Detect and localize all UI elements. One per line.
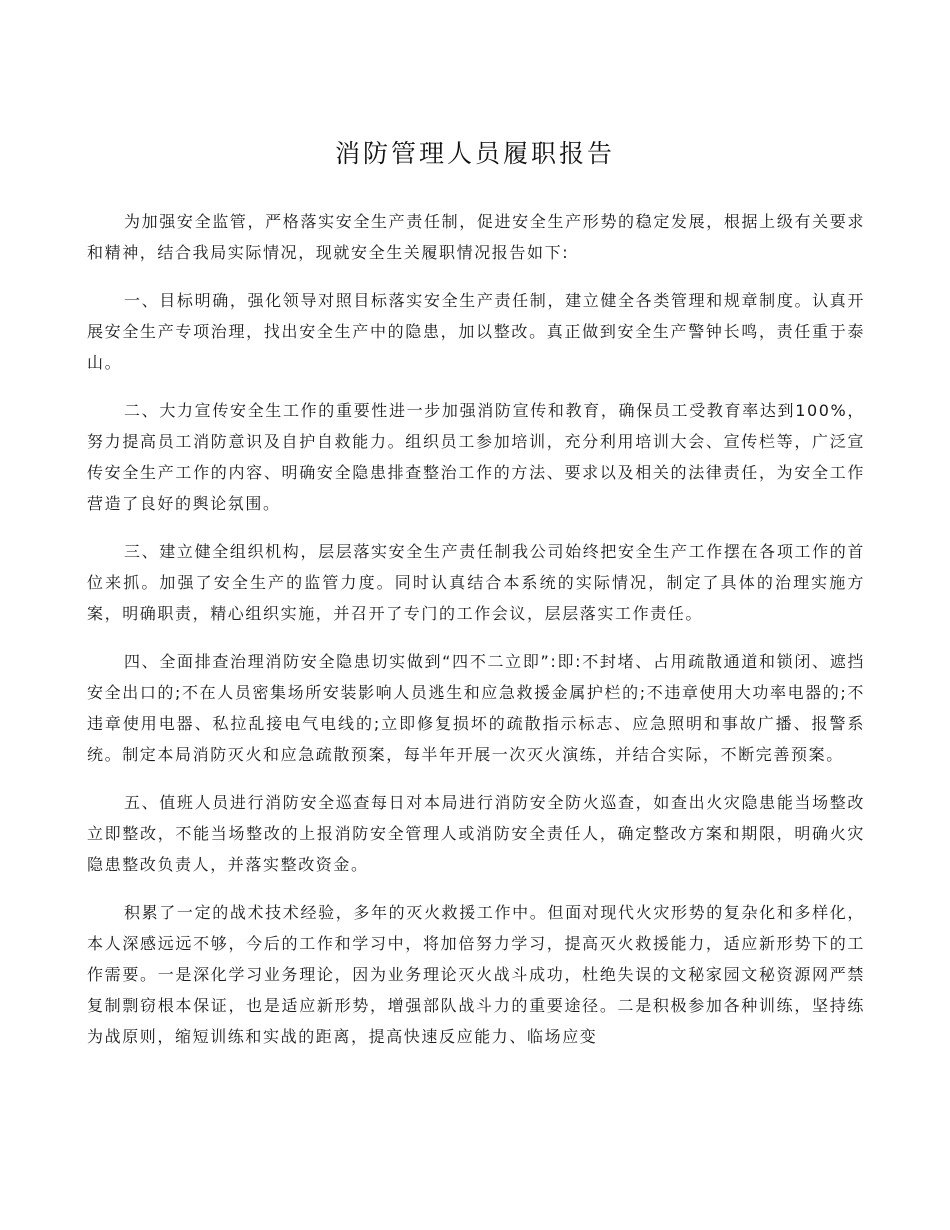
paragraph-section-3: 三、建立健全组织机构，层层落实安全生产责任制我公司始终把安全生产工作摆在各项工作的首位来抓。加强了安全生产的监管力度。同时认真结合本系统的实际情况，制定了具体的治理实施方案，明确职责，精心组织实施，并召开了专门的工作会议，层层落实工作责任。 — [87, 542, 865, 623]
paragraph-section-2: 二、大力宣传安全生工作的重要性进一步加强消防宣传和教育，确保员工受教育率达到100%，努力提高员工消防意识及自护自救能力。组织员工参加培训，充分利用培训大会、宣传栏等，广泛宣传安全生产工作的内容、明确安全隐患排查整治工作的方法、要求以及相关的法律责任，为安全工作营造了良好的舆论氛围。 — [87, 401, 865, 513]
paragraph-section-4: 四、全面排查治理消防安全隐患切实做到“四不二立即”:即:不封堵、占用疏散通道和锁闭、遮挡安全出口的;不在人员密集场所安装影响人员逃生和应急救援金属护栏的;不违章使用大功率电器的;不违章使用电器、私拉乱接电气电线的;立即修复损坏的疏散指示标志、应急照明和事故广播、报警系统。制定本局消防灭火和应急疏散预案，每半年开展一次灭火演练，并结合实际，不断完善预案。 — [87, 652, 865, 764]
document-title: 消防管理人员履职报告 — [334, 139, 615, 168]
paragraph-section-5: 五、值班人员进行消防安全巡查每日对本局进行消防安全防火巡查，如查出火灾隐患能当场整改立即整改，不能当场整改的上报消防安全管理人或消防安全责任人，确定整改方案和期限，明确火灾隐患整改负责人，并落实整改资金。 — [87, 793, 865, 874]
document-body — [87, 206, 865, 1069]
closing-paragraph: 积累了一定的战术技术经验，多年的灭火救援工作中。但面对现代火灾形势的复杂化和多样化，本人深感远远不够，今后的工作和学习中，将加倍努力学习，提高灭火救援能力，适应新形势下的工作需要。一是深化学习业务理论，因为业务理论灭火战斗成功，杜绝失误的文秘家园文秘资源网严禁复制剽窃根本保证，也是适应新形势，增强部队战斗力的重要途径。二是积极参加各种训练，坚持练为战原则，缩短训练和实战的距离，提高快速反应能力、临场应变 — [87, 903, 865, 1046]
paragraph-section-1: 一、目标明确，强化领导对照目标落实安全生产责任制，建立健全各类管理和规章制度。认真开展安全生产专项治理，找出安全生产中的隐患，加以整改。真正做到安全生产警钟长鸣，责任重于泰山。 — [87, 291, 865, 372]
intro-paragraph: 为加强安全监管，严格落实安全生产责任制，促进安全生产形势的稳定发展，根据上级有关要求和精神，结合我局实际情况，现就安全生关履职情况报告如下: — [87, 212, 865, 262]
